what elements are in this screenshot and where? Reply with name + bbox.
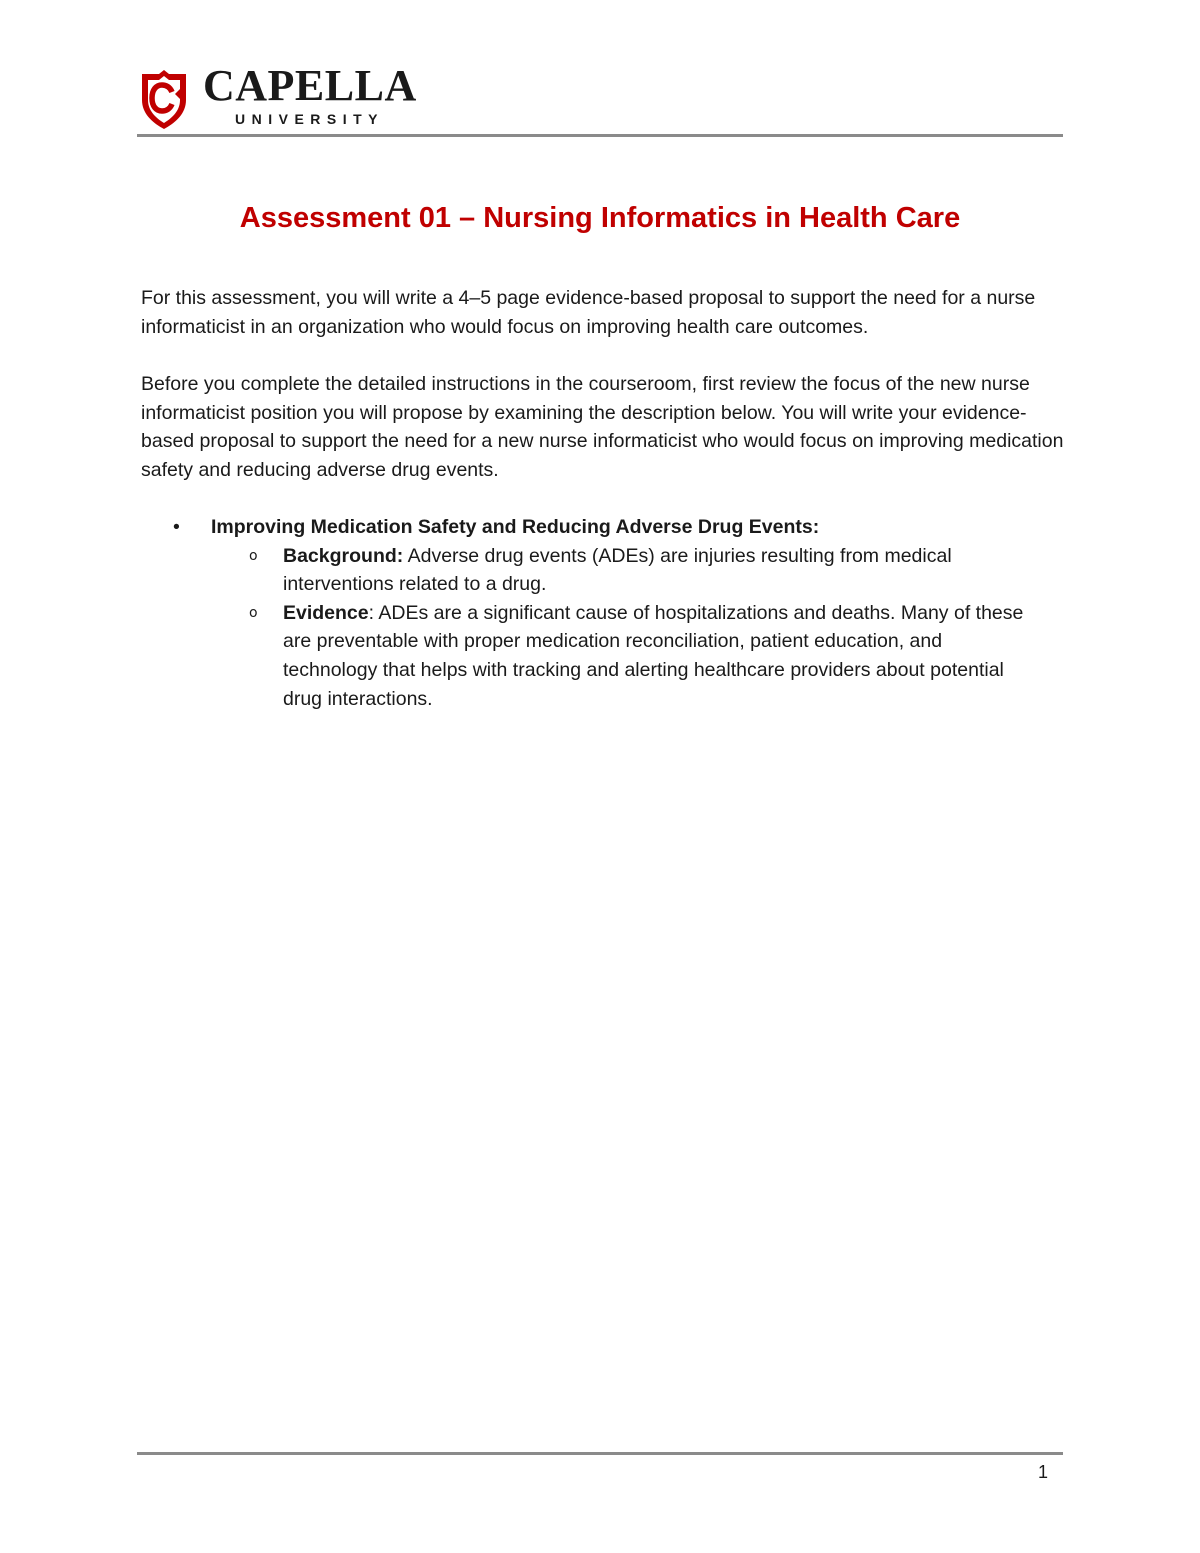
page-number: 1: [1038, 1462, 1049, 1482]
background-text: Adverse drug events (ADEs) are injuries resulting from medical interventions related to a drug.: [283, 544, 952, 596]
intro-paragraph: For this assessment, you will write a 4–5 page evidence-based proposal to support the need for a nurse informaticist in an organization who would focus on improving health care outcomes.: [141, 287, 1036, 338]
evidence-text: : ADEs are a significant cause of hospitalizations and deaths. Many of these are preventable with proper medication reconciliation, patient education, and technology that helps with tracking and alerting healthcare providers about potential drug interactions.: [283, 601, 1024, 710]
footer-divider: [137, 1452, 1063, 1455]
circle-bullet-icon: o: [249, 604, 258, 621]
page-title: Assessment 01 – Nursing Informatics in Health Care: [239, 202, 961, 234]
circle-bullet-icon: o: [249, 547, 258, 564]
logo-wordmark: CAPELLA: [203, 61, 417, 110]
bullet-icon: •: [173, 516, 180, 538]
capella-logo: [139, 61, 429, 132]
instructions-paragraph: Before you complete the detailed instructions in the courseroom, first review the focus of the new nurse informaticist position you will propose by examining the description below. You will write your evidence-based proposal to support the need for a new nurse informaticist who would focus on improving medication safety and reducing adverse drug events.: [141, 373, 1064, 481]
focus-list: [141, 513, 1071, 713]
logo-subtitle: UNIVERSITY: [235, 111, 385, 127]
evidence-label: Evidence: [283, 601, 369, 624]
list-heading: Improving Medication Safety and Reducing Adverse Drug Events:: [211, 516, 820, 538]
sub-list-item-evidence: [141, 599, 1033, 713]
sub-list-item-background: [141, 542, 1033, 599]
header-divider: [137, 134, 1063, 137]
capella-shield-icon: [139, 70, 189, 130]
background-label: Background:: [283, 544, 404, 567]
list-item: [141, 513, 1071, 542]
